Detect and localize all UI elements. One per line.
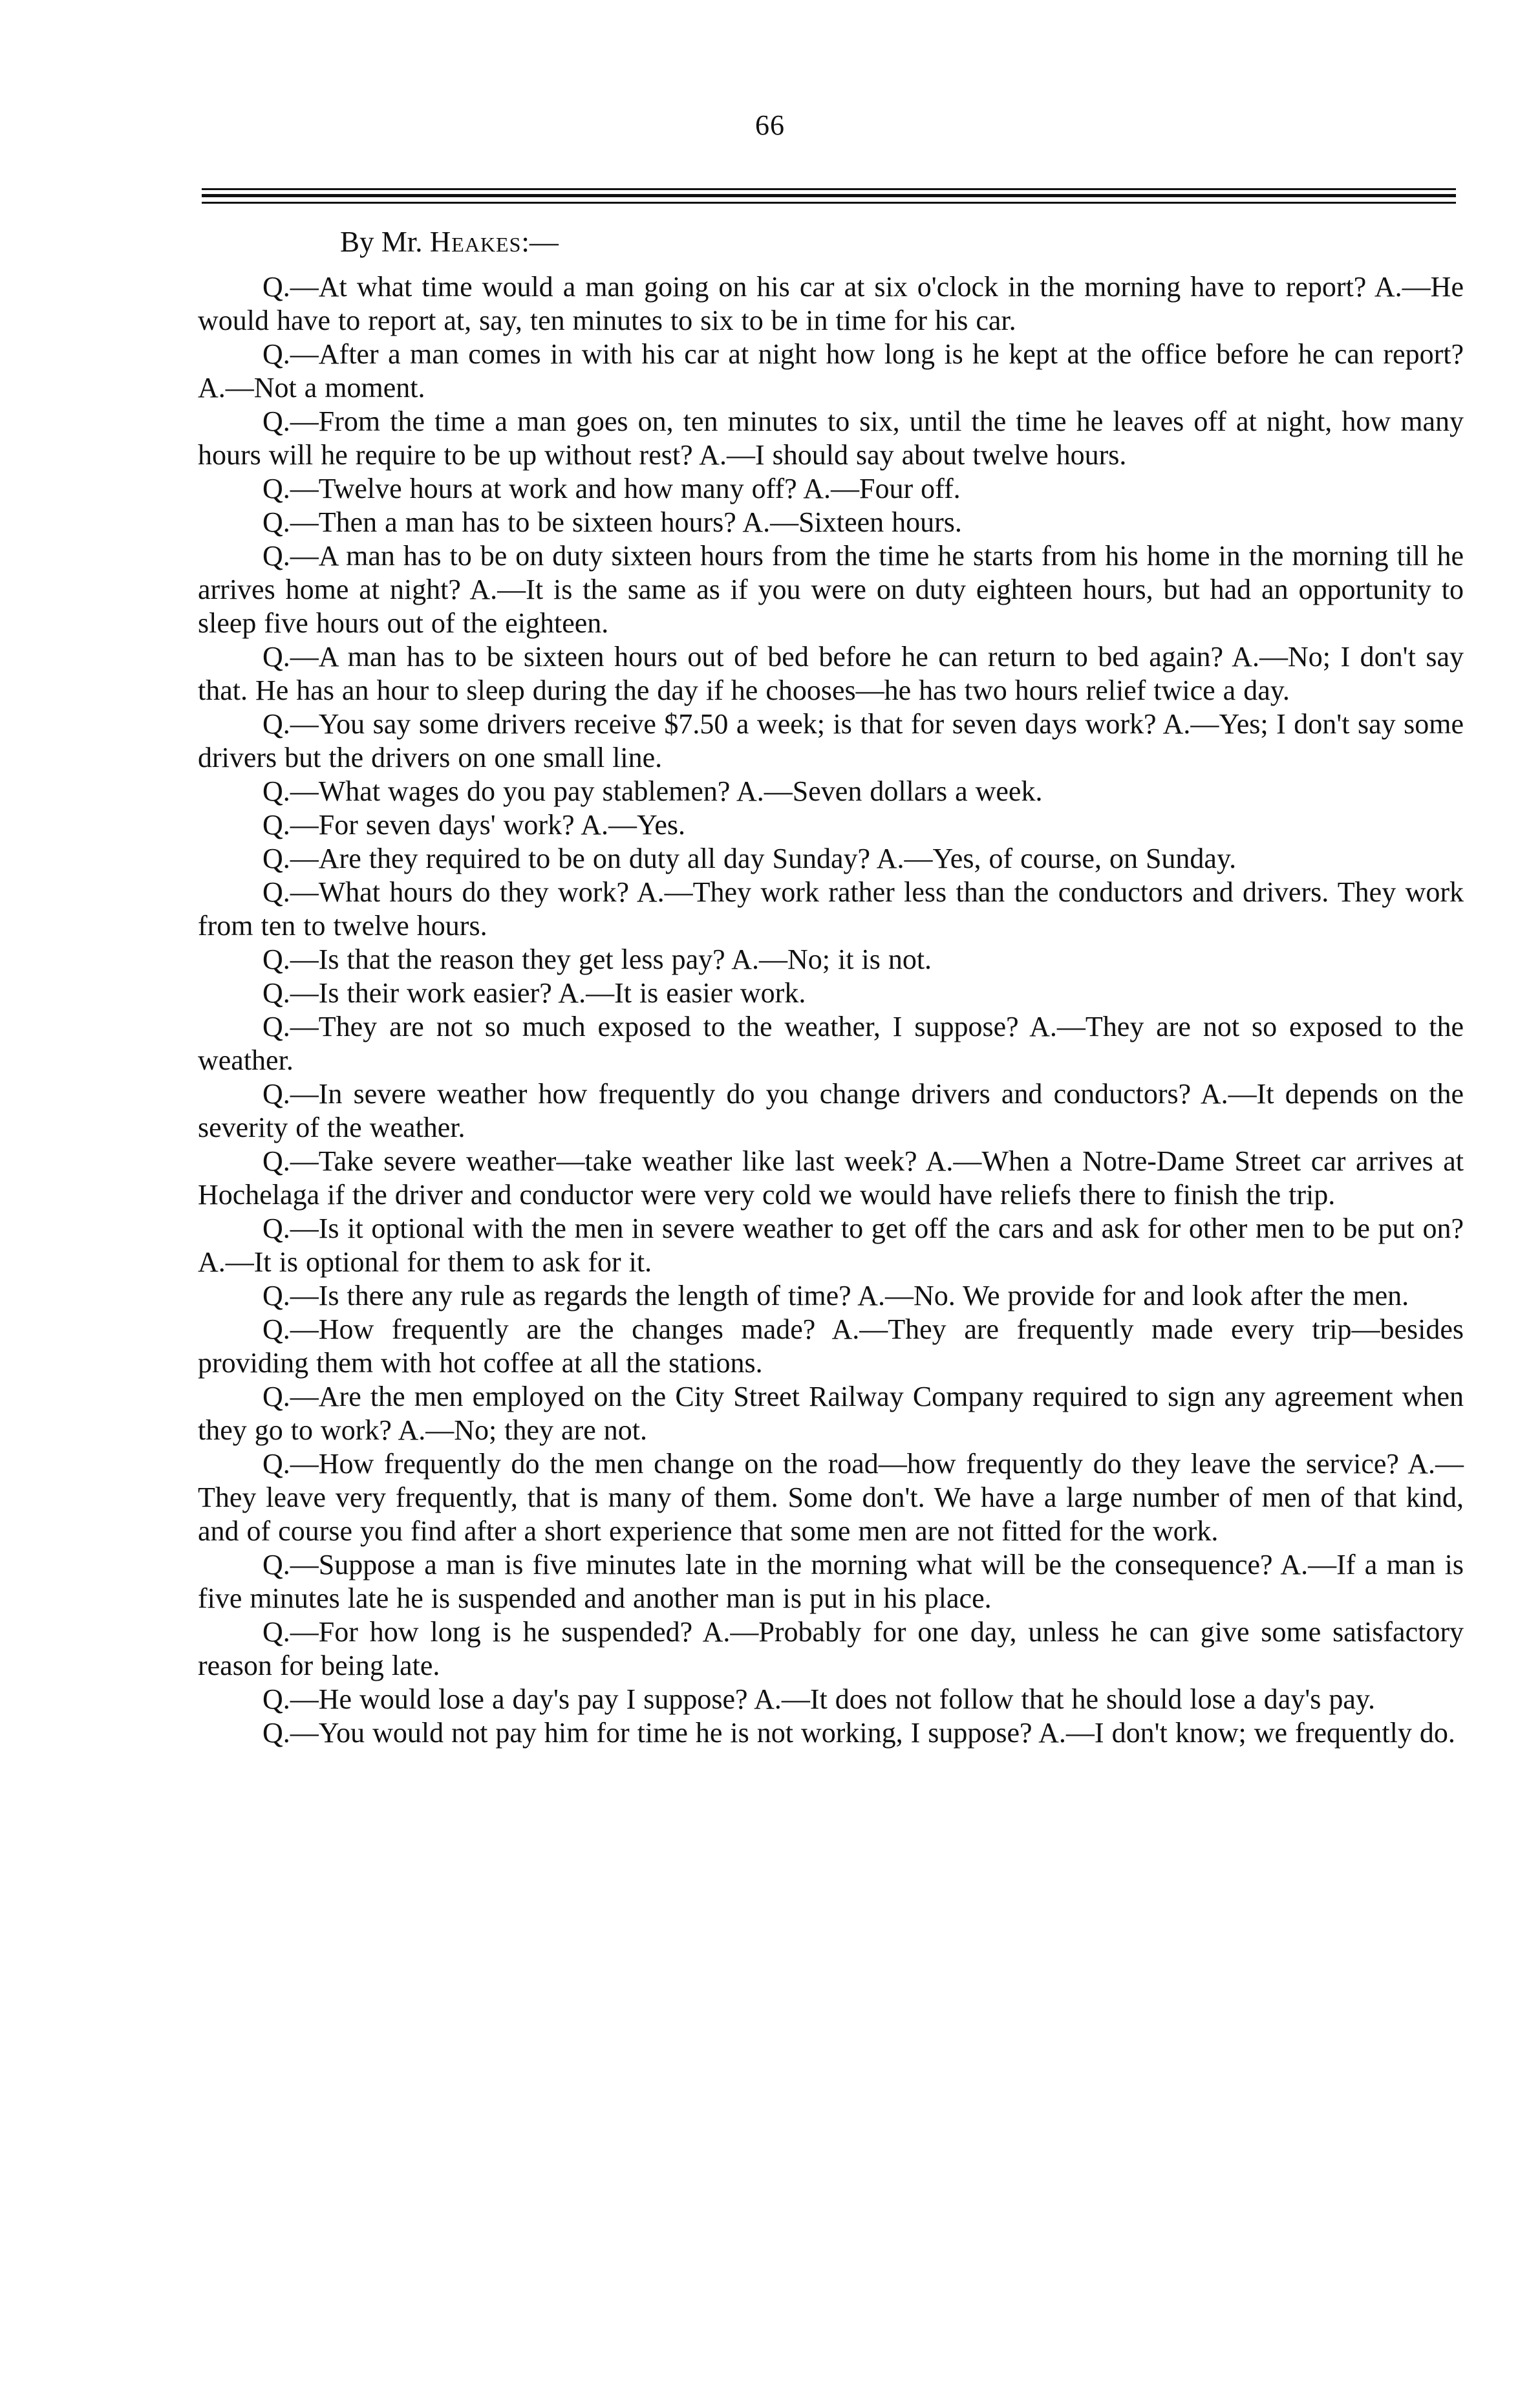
qa-paragraph: Q.—Is there any rule as regards the length of time? A.—No. We provide for and look after the men. bbox=[262, 1280, 1409, 1311]
qa-paragraph: Q.—You say some drivers receive $7.50 a week; is that for seven days work? A.—Yes; I don't say some drivers but the drivers on one small line. bbox=[198, 708, 1464, 773]
qa-paragraph: Q.—You would not pay him for time he is not working, I suppose? A.—I don't know; we frequently do. bbox=[262, 1717, 1455, 1749]
qa-paragraph: Q.—Is their work easier? A.—It is easier work. bbox=[262, 977, 806, 1009]
header-rule-bottom bbox=[202, 202, 1456, 204]
qa-paragraph: Q.—After a man comes in with his car at night how long is he kept at the office before he can report? A.—Not a moment. bbox=[198, 338, 1464, 404]
examiner-name: Heakes bbox=[429, 226, 522, 258]
qa-paragraph: Q.—For how long is he suspended? A.—Probably for one day, unless he can give some satisfactory reason for being late. bbox=[198, 1616, 1464, 1681]
qa-paragraph: Q.—Is that the reason they get less pay? A.—No; it is not. bbox=[262, 944, 932, 975]
qa-paragraph: Q.—Take severe weather—take weather like last week? A.—When a Notre-Dame Street car arrives at Hochelaga if the driver and conductor were very cold we would have reliefs there to finish the trip. bbox=[198, 1145, 1464, 1211]
qa-paragraph: Q.—At what time would a man going on his car at six o'clock in the morning have to report? A.—He would have to report at, say, ten minutes to six to be in time for his car. bbox=[198, 271, 1464, 336]
qa-paragraph: Q.—Are they required to be on duty all day Sunday? A.—Yes, of course, on Sunday. bbox=[262, 843, 1237, 874]
header-rule-middle bbox=[202, 194, 1456, 197]
qa-paragraph: Q.—Then a man has to be sixteen hours? A.—Sixteen hours. bbox=[262, 506, 962, 538]
examiner-line bbox=[340, 225, 1464, 259]
qa-paragraph: Q.—Is it optional with the men in severe weather to get off the cars and ask for other men to be put on? A.—It is optional for them to ask for it. bbox=[198, 1213, 1464, 1278]
qa-paragraph: Q.—What hours do they work? A.—They work rather less than the conductors and drivers. They work from ten to twelve hours. bbox=[198, 876, 1464, 942]
qa-paragraph: Q.—How frequently do the men change on the road—how frequently do they leave the service? A.—They leave very frequently, that is many of them. Some don't. We have a large number of men of that kind, and of course you find after a short experience that some men are not fitted for the work. bbox=[198, 1448, 1464, 1547]
examiner-suffix: :— bbox=[521, 226, 559, 258]
qa-paragraph: Q.—How frequently are the changes made? A.—They are frequently made every trip—besides providing them with hot coffee at all the stations. bbox=[198, 1313, 1464, 1379]
page-number: 66 bbox=[755, 109, 785, 141]
testimony-body bbox=[198, 225, 1464, 1750]
qa-paragraph: Q.—Are the men employed on the City Street Railway Company required to sign any agreement when they go to work? A.—No; they are not. bbox=[198, 1381, 1464, 1446]
qa-paragraph: Q.—What wages do you pay stablemen? A.—Seven dollars a week. bbox=[262, 775, 1043, 807]
qa-paragraph: Q.—Twelve hours at work and how many off? A.—Four off. bbox=[262, 473, 961, 504]
qa-paragraph: Q.—He would lose a day's pay I suppose? A.—It does not follow that he should lose a day's pay. bbox=[262, 1683, 1376, 1715]
qa-paragraph: Q.—For seven days' work? A.—Yes. bbox=[262, 809, 685, 841]
qa-paragraph: Q.—Suppose a man is five minutes late in the morning what will be the consequence? A.—If a man is five minutes late he is suspended and another man is put in his place. bbox=[198, 1549, 1464, 1614]
qa-paragraph: Q.—From the time a man goes on, ten minutes to six, until the time he leaves off at night, how many hours will he require to be up without rest? A.—I should say about twelve hours. bbox=[198, 405, 1464, 471]
qa-paragraph: Q.—They are not so much exposed to the weather, I suppose? A.—They are not so exposed to the weather. bbox=[198, 1011, 1464, 1076]
qa-paragraph: Q.—A man has to be on duty sixteen hours from the time he starts from his home in the morning till he arrives home at night? A.—It is the same as if you were on duty eighteen hours, but had an opportunity to sleep five hours out of the eighteen. bbox=[198, 540, 1464, 639]
qa-paragraph: Q.—A man has to be sixteen hours out of bed before he can return to bed again? A.—No; I don't say that. He has an hour to sleep during the day if he chooses—he has two hours relief twice a day. bbox=[198, 641, 1464, 706]
qa-paragraph: Q.—In severe weather how frequently do you change drivers and conductors? A.—It depends on the severity of the weather. bbox=[198, 1078, 1464, 1143]
header-rule-top bbox=[202, 188, 1456, 190]
examiner-prefix: By Mr. bbox=[340, 226, 423, 258]
